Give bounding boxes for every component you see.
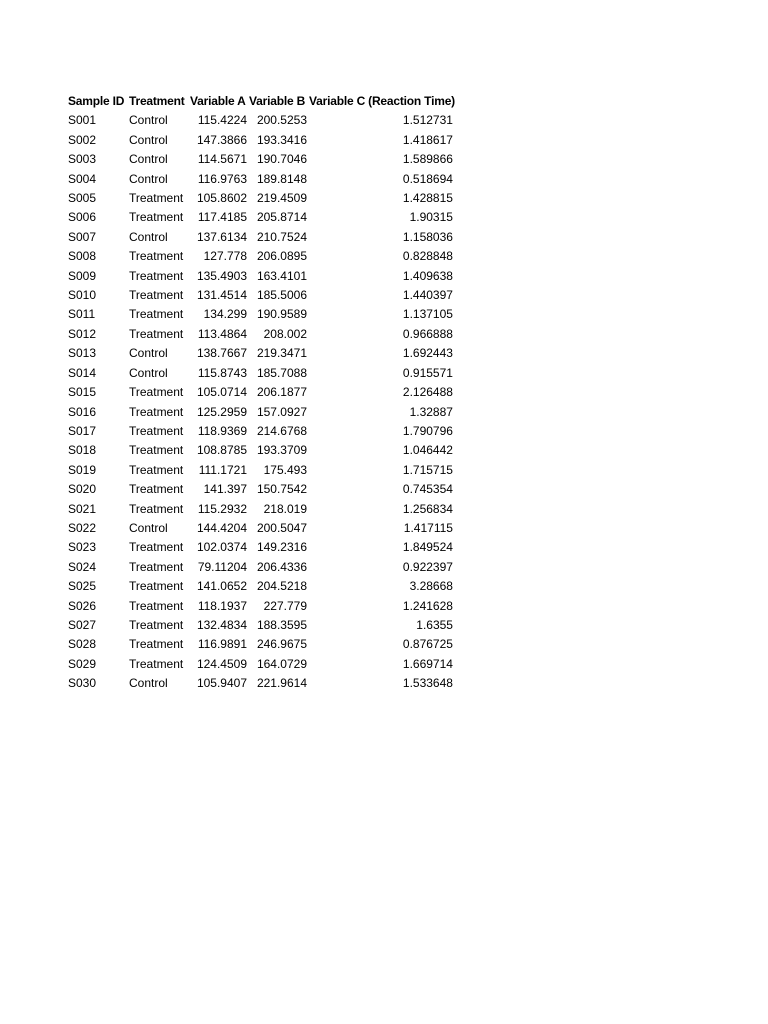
cell-variable-a: 115.8743 xyxy=(197,365,247,380)
cell-variable-c: 1.046442 xyxy=(402,443,453,458)
cell-variable-b: 157.0927 xyxy=(256,404,307,419)
table-row xyxy=(68,655,455,674)
cell-treatment: Control xyxy=(129,171,168,186)
cell-treatment: Treatment xyxy=(129,617,184,632)
cell-variable-b: 185.7088 xyxy=(256,365,307,380)
cell-variable-b: 206.1877 xyxy=(256,385,307,400)
table-row xyxy=(68,150,455,169)
cell-variable-c: 0.518694 xyxy=(402,171,453,186)
cell-treatment: Treatment xyxy=(129,288,184,303)
cell-variable-c: 1.256834 xyxy=(402,501,453,516)
cell-sample-id: S009 xyxy=(68,268,97,283)
cell-variable-c: 3.28668 xyxy=(409,579,453,594)
cell-variable-c: 0.922397 xyxy=(402,559,453,574)
table-row xyxy=(68,364,455,383)
cell-treatment: Treatment xyxy=(129,423,184,438)
cell-variable-a: 111.1721 xyxy=(198,462,247,477)
cell-variable-c: 1.241628 xyxy=(402,598,453,613)
cell-variable-b: 185.5006 xyxy=(256,288,307,303)
cell-variable-a: 105.8602 xyxy=(196,191,247,206)
cell-sample-id: S014 xyxy=(68,365,97,380)
cell-sample-id: S019 xyxy=(68,462,97,477)
cell-variable-b: 149.2316 xyxy=(256,540,307,555)
cell-variable-a: 115.4224 xyxy=(197,113,247,128)
cell-variable-a: 141.397 xyxy=(203,482,247,497)
cell-variable-c: 1.137105 xyxy=(402,307,453,322)
cell-sample-id: S027 xyxy=(68,617,97,632)
cell-treatment: Control xyxy=(129,365,168,380)
cell-treatment: Treatment xyxy=(129,443,184,458)
cell-variable-b: 219.4509 xyxy=(256,191,307,206)
cell-variable-a: 131.4514 xyxy=(196,288,247,303)
table-row xyxy=(68,383,455,402)
cell-variable-a: 147.3866 xyxy=(196,132,247,147)
cell-variable-b: 150.7542 xyxy=(256,482,307,497)
cell-sample-id: S018 xyxy=(68,443,97,458)
table-body xyxy=(68,111,455,693)
cell-variable-b: 175.493 xyxy=(263,462,307,477)
cell-variable-a: 118.1937 xyxy=(197,598,247,613)
cell-variable-a: 132.4834 xyxy=(196,617,247,632)
header-variable-a: Variable A xyxy=(190,94,246,108)
cell-sample-id: S029 xyxy=(68,656,97,671)
cell-variable-b: 164.0729 xyxy=(256,656,307,671)
cell-variable-a: 134.299 xyxy=(203,307,247,322)
table-row xyxy=(68,286,455,305)
cell-sample-id: S026 xyxy=(68,598,97,613)
cell-treatment: Treatment xyxy=(129,385,184,400)
cell-variable-c: 1.90315 xyxy=(409,210,453,225)
cell-variable-b: 200.5047 xyxy=(256,520,307,535)
cell-sample-id: S020 xyxy=(68,482,97,497)
cell-variable-b: 200.5253 xyxy=(256,113,307,128)
table-row xyxy=(68,597,455,616)
cell-variable-a: 116.9891 xyxy=(197,637,247,652)
cell-sample-id: S017 xyxy=(68,423,97,438)
cell-variable-c: 1.417115 xyxy=(403,520,453,535)
cell-treatment: Treatment xyxy=(129,501,184,516)
cell-treatment: Treatment xyxy=(129,482,184,497)
table-row xyxy=(68,538,455,557)
cell-sample-id: S015 xyxy=(68,385,97,400)
header-variable-c: Variable C (Reaction Time) xyxy=(309,94,455,108)
cell-sample-id: S011 xyxy=(68,307,96,322)
header-sample-id: Sample ID xyxy=(68,94,125,108)
cell-variable-c: 1.158036 xyxy=(402,229,453,244)
cell-variable-c: 0.828848 xyxy=(402,249,453,264)
table-row xyxy=(68,500,455,519)
cell-sample-id: S006 xyxy=(68,210,97,225)
cell-variable-b: 246.9675 xyxy=(256,637,307,652)
header-treatment: Treatment xyxy=(129,94,185,108)
cell-treatment: Treatment xyxy=(129,326,184,341)
cell-variable-c: 1.790796 xyxy=(402,423,453,438)
cell-variable-b: 206.4336 xyxy=(256,559,307,574)
cell-variable-c: 1.589866 xyxy=(402,152,453,167)
cell-treatment: Treatment xyxy=(129,540,184,555)
cell-treatment: Treatment xyxy=(129,404,184,419)
cell-variable-b: 210.7524 xyxy=(256,229,307,244)
cell-sample-id: S021 xyxy=(68,501,97,516)
cell-variable-a: 105.9407 xyxy=(196,676,247,691)
cell-variable-b: 163.4101 xyxy=(256,268,307,283)
cell-variable-a: 114.5671 xyxy=(197,152,247,167)
table-row xyxy=(68,228,455,247)
cell-variable-c: 1.715715 xyxy=(402,462,453,477)
cell-sample-id: S002 xyxy=(68,132,97,147)
cell-variable-c: 1.533648 xyxy=(402,676,453,691)
cell-variable-b: 189.8148 xyxy=(256,171,307,186)
cell-sample-id: S025 xyxy=(68,579,97,594)
cell-variable-c: 1.669714 xyxy=(402,656,453,671)
cell-variable-a: 125.2959 xyxy=(196,404,247,419)
table-row xyxy=(68,247,455,266)
cell-treatment: Control xyxy=(129,229,168,244)
cell-variable-c: 0.745354 xyxy=(402,482,453,497)
table-row xyxy=(68,170,455,189)
cell-variable-c: 1.418617 xyxy=(402,132,453,147)
cell-variable-a: 137.6134 xyxy=(196,229,247,244)
cell-sample-id: S010 xyxy=(68,288,97,303)
cell-variable-a: 141.0652 xyxy=(196,579,247,594)
table-row xyxy=(68,558,455,577)
cell-variable-c: 1.409638 xyxy=(402,268,453,283)
table-row xyxy=(68,131,455,150)
table-row xyxy=(68,189,455,208)
cell-treatment: Treatment xyxy=(129,210,184,225)
cell-treatment: Treatment xyxy=(129,559,184,574)
cell-variable-c: 1.849524 xyxy=(402,540,453,555)
cell-treatment: Control xyxy=(129,113,168,128)
cell-sample-id: S016 xyxy=(68,404,97,419)
cell-variable-c: 1.512731 xyxy=(402,113,453,128)
cell-sample-id: S007 xyxy=(68,229,97,244)
cell-treatment: Treatment xyxy=(129,637,184,652)
cell-variable-a: 102.0374 xyxy=(196,540,247,555)
table-row xyxy=(68,267,455,286)
cell-treatment: Control xyxy=(129,346,168,361)
cell-variable-c: 1.6355 xyxy=(416,617,453,632)
table-row xyxy=(68,461,455,480)
header-row xyxy=(68,92,455,111)
cell-variable-b: 219.3471 xyxy=(256,346,307,361)
cell-variable-a: 138.7667 xyxy=(196,346,247,361)
cell-variable-b: 190.7046 xyxy=(256,152,307,167)
table-row xyxy=(68,422,455,441)
table-row xyxy=(68,111,455,130)
cell-variable-b: 193.3709 xyxy=(256,443,307,458)
cell-variable-b: 193.3416 xyxy=(256,132,307,147)
table-row xyxy=(68,305,455,324)
cell-sample-id: S008 xyxy=(68,249,97,264)
cell-variable-a: 79.11204 xyxy=(197,559,247,574)
cell-variable-c: 1.440397 xyxy=(402,288,453,303)
cell-sample-id: S001 xyxy=(68,113,97,128)
cell-variable-c: 1.428815 xyxy=(402,191,453,206)
cell-variable-c: 2.126488 xyxy=(402,385,453,400)
cell-treatment: Treatment xyxy=(129,268,184,283)
cell-variable-b: 206.0895 xyxy=(256,249,307,264)
cell-sample-id: S003 xyxy=(68,152,97,167)
cell-treatment: Treatment xyxy=(129,656,184,671)
table-row xyxy=(68,344,455,363)
cell-treatment: Treatment xyxy=(129,462,184,477)
table-row xyxy=(68,403,455,422)
cell-sample-id: S013 xyxy=(68,346,97,361)
cell-variable-a: 108.8785 xyxy=(196,443,247,458)
cell-variable-a: 115.2932 xyxy=(197,501,247,516)
cell-variable-a: 105.0714 xyxy=(196,385,247,400)
table-row xyxy=(68,674,455,693)
cell-treatment: Control xyxy=(129,676,168,691)
table-row xyxy=(68,577,455,596)
cell-treatment: Control xyxy=(129,132,168,147)
data-sheet xyxy=(68,92,455,694)
cell-treatment: Treatment xyxy=(129,191,184,206)
cell-treatment: Treatment xyxy=(129,598,184,613)
table-row xyxy=(68,441,455,460)
cell-treatment: Control xyxy=(129,152,168,167)
cell-variable-c: 0.966888 xyxy=(402,326,453,341)
cell-variable-b: 190.9589 xyxy=(256,307,307,322)
data-table xyxy=(68,92,455,694)
cell-variable-b: 214.6768 xyxy=(256,423,307,438)
cell-sample-id: S004 xyxy=(68,171,97,186)
cell-sample-id: S024 xyxy=(68,559,97,574)
table-row xyxy=(68,208,455,227)
table-row xyxy=(68,519,455,538)
cell-variable-a: 124.4509 xyxy=(196,656,247,671)
cell-sample-id: S030 xyxy=(68,676,97,691)
cell-variable-b: 205.8714 xyxy=(256,210,307,225)
cell-treatment: Treatment xyxy=(129,579,184,594)
cell-sample-id: S012 xyxy=(68,326,97,341)
cell-variable-b: 208.002 xyxy=(263,326,307,341)
cell-variable-c: 1.32887 xyxy=(409,404,453,419)
cell-variable-c: 1.692443 xyxy=(402,346,453,361)
cell-variable-c: 0.876725 xyxy=(402,637,453,652)
cell-variable-a: 117.4185 xyxy=(197,210,247,225)
cell-treatment: Treatment xyxy=(129,307,184,322)
table-row xyxy=(68,635,455,654)
header-variable-b: Variable B xyxy=(249,94,306,108)
cell-variable-b: 204.5218 xyxy=(256,579,307,594)
cell-variable-b: 218.019 xyxy=(263,501,307,516)
cell-variable-a: 127.778 xyxy=(203,249,247,264)
cell-sample-id: S005 xyxy=(68,191,97,206)
table-row xyxy=(68,616,455,635)
cell-variable-a: 116.9763 xyxy=(197,171,247,186)
cell-variable-a: 144.4204 xyxy=(196,520,247,535)
cell-variable-b: 227.779 xyxy=(263,598,307,613)
cell-treatment: Treatment xyxy=(129,249,184,264)
table-row xyxy=(68,325,455,344)
cell-variable-b: 188.3595 xyxy=(256,617,307,632)
cell-variable-a: 118.9369 xyxy=(197,423,247,438)
cell-sample-id: S023 xyxy=(68,540,97,555)
cell-sample-id: S022 xyxy=(68,520,97,535)
cell-variable-b: 221.9614 xyxy=(256,676,307,691)
cell-treatment: Control xyxy=(129,520,168,535)
cell-variable-a: 113.4864 xyxy=(197,326,247,341)
cell-sample-id: S028 xyxy=(68,637,97,652)
table-row xyxy=(68,480,455,499)
cell-variable-c: 0.915571 xyxy=(402,365,453,380)
cell-variable-a: 135.4903 xyxy=(196,268,247,283)
